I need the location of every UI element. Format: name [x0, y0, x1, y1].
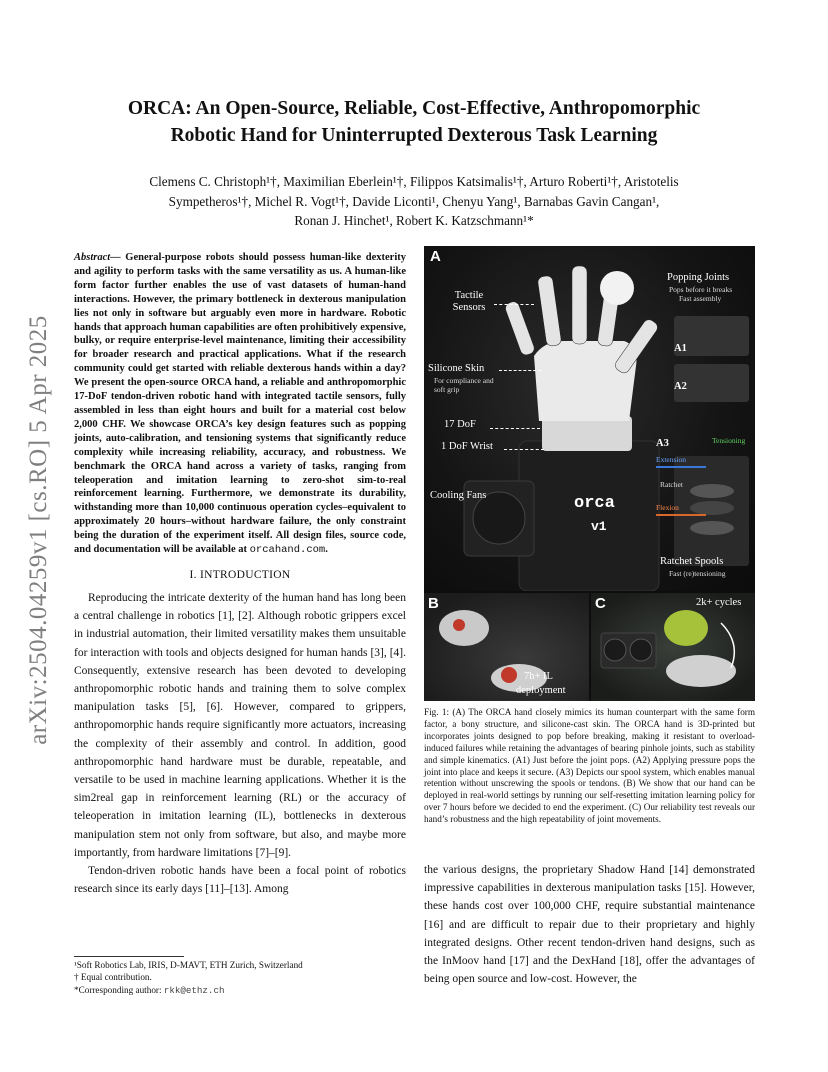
fan-left-icon	[604, 639, 626, 661]
label-popping-sub2: Fast assembly	[679, 294, 722, 303]
panel-c-label: C	[595, 595, 606, 612]
title-line-2: Robotic Hand for Uninterrupted Dexterous Task Learning	[170, 125, 658, 146]
label-popping-joints: Popping Joints	[667, 272, 730, 283]
label-silicone-sub: For compliance and soft grip	[434, 376, 494, 394]
spool-middle	[690, 501, 734, 515]
footnote-corresponding-label: *Corresponding author:	[74, 984, 164, 995]
figure-1	[424, 246, 755, 701]
arxiv-id: arXiv:2504.04259v1 [cs.RO] 5 Apr 2025	[25, 315, 52, 745]
intro-paragraph-2: Tendon-driven robotic hands have been a focal point of robotics research since its early days [11]–[13]. Among	[74, 864, 406, 896]
pinky-finger	[504, 300, 536, 356]
abstract-label: Abstract	[74, 252, 111, 263]
red-object-icon	[453, 619, 465, 631]
panel-a-label: A	[430, 248, 441, 265]
right-column-paragraph: the various designs, the proprietary Shadow Hand [14] demonstrated impressive capabilities in dexterous manipulation tasks [15]. However, these hands cost over 100,000 CHF, require substantial maintenance [16] and are difficult to repair due to their proprietary and highly integrated designs. Other recent tendon-driven hand designs, such as the InMoov hand [17] and the DexHand [18], offer the advantages of being open source and low-cost. However, the	[424, 864, 755, 986]
authors-line-3: Ronan J. Hinchet¹, Robert K. Katzschmann¹*	[294, 213, 534, 228]
extension-arrow	[656, 466, 706, 468]
hand-base-housing	[519, 441, 659, 591]
label-popping-sub1: Pops before it breaks	[669, 285, 733, 294]
paper-title	[60, 95, 768, 149]
label-ratchet: Ratchet	[660, 480, 683, 489]
right-column	[424, 861, 755, 988]
sphere-object	[600, 271, 634, 305]
spool-top	[690, 484, 734, 498]
leader-tactile	[494, 304, 534, 305]
figure-panel-c	[591, 593, 755, 701]
abstract-end: .	[325, 544, 328, 556]
leader-dof	[490, 428, 540, 429]
figure-1-caption: Fig. 1: (A) The ORCA hand closely mimics its human counterpart with the same form factor, a bony structure, and silicone-cast skin. The ORCA hand is 3D-printed but incorporates joints designed to pop before breaking, making it resistant to overload-induced failures while retaining the advantages of bearing pinhole joints, such as stability and simple kinematics. (A1) Just before the joint pops. (A2) Applying pressure pops the joint into place and keeps it secure. (A3) Depicts our spool system, which enables manual retention without unscrewing the spools or tendons. (B) We show that our hand can be deployed in real-world settings by running our self-resetting imitation learning policy for over 7 hours before we decided to end the experiment. (C) Our reliability test reveals our hand’s robustness and the high repeatability of joint movements.	[424, 707, 755, 825]
title-line-1: ORCA: An Open-Source, Reliable, Cost-Effective, Anthropomorphic	[127, 98, 701, 119]
leader-silicone	[499, 370, 541, 371]
hand-c	[666, 655, 736, 687]
leader-wrist	[504, 449, 544, 450]
green-plush-toy	[664, 610, 708, 646]
footnotes	[74, 956, 406, 997]
left-column	[74, 251, 406, 898]
author-list	[80, 172, 748, 231]
label-a2: A2	[674, 381, 687, 392]
label-tensioning: Tensioning	[712, 436, 746, 445]
label-wrist: 1 DoF Wrist	[441, 441, 493, 452]
authors-line-1: Clemens C. Christoph¹†, Maximilian Eberlein¹†, Filippos Katsimalis¹†, Arturo Roberti¹†, Aristotelis	[149, 174, 679, 189]
wrist-joint	[542, 416, 632, 451]
label-il-deployment: deployment	[516, 685, 566, 696]
spool-bottom	[690, 521, 734, 535]
orca-logo: orca	[574, 494, 615, 513]
label-flexion: Flexion	[656, 503, 679, 512]
panel-b-label: B	[428, 595, 439, 612]
panel-c-illustration	[591, 593, 755, 701]
intro-paragraph-1: Reproducing the intricate dexterity of the human hand has long been a central challenge in robotics [1], [2]. Although robotic grippers excel in industrial automation, their limited versatility makes them unsuitable for interaction with tools and objects designed for human hands [3], [4]. Consequently, extensive research has been devoted to developing anthropomorphic robotic hands and training them to solve complex manipulation tasks [5], [6]. However, compared to grippers, anthropomorphic hands require significantly more actuators, increasing the complexity of their assembly and control. In addition, good anthropomorphic hand hardware must be durable, repeatable, and versatile to be used in machine learning applications. Whether it is the sim2real gap in reinforcement learning (RL) or the accuracy of teleoperation in imitation learning (IL), bottlenecks in dexterous manipulation stem not only from software, but also, and maybe more importantly, from hardware limitations [7]–[9].	[74, 591, 406, 859]
corresponding-email[interactable]: rkk@ethz.ch	[163, 984, 225, 996]
arxiv-sidebar-stamp	[14, 290, 64, 770]
label-cooling-fans: Cooling Fans	[430, 490, 487, 501]
label-il-hours: 7h+ IL	[524, 671, 553, 682]
palm-shape	[534, 341, 637, 421]
footnote-corresponding	[74, 984, 406, 997]
abstract-text: — General-purpose robots should possess human-like dexterity and agility to perform tasks with the same versatility as us. A human-like form factor further enables the use of vast datasets of human-hand interactions. However, the primary bottleneck in dexterous manipulation lies not only in software but arguably even more in hardware. Robotic hands that approach human capabilities are often prohibitively expensive, bulky, or require enterprise-level maintenance, limiting their accessibility for broader research and practical applications. What if the research community could get started with reliable dexterous hands within a day? We present the open-source ORCA hand, a reliable and anthropomorphic 17-DoF tendon-driven robotic hand with integrated tactile sensors, fully assembled in less than eight hours and built for a material cost below 2,000 CHF. We showcase ORCA’s key design features such as popping joints, auto-calibration, and tensioning systems that significantly reduce complexity while increasing reliability, accuracy, and robustness. We benchmark the ORCA hand across a variety of tasks, ranging from teleoperation and imitation learning to zero-shot sim-to-real reinforcement learning. Furthermore, we demonstrate its durability, withstanding more than 10,000 continuous operation cycles–equivalent to approximately 20 hours–without hardware failure, the only constraint being the duration of the experiment itself. All design files, source code, and documentation will be available at	[74, 252, 406, 556]
fan-right-icon	[630, 639, 652, 661]
footnote-divider	[74, 956, 184, 957]
figure-panel-b	[424, 593, 589, 701]
ring-finger	[537, 275, 562, 346]
orca-version: v1	[591, 519, 607, 534]
flexion-arrow	[656, 514, 706, 516]
footnote-affiliation: ¹Soft Robotics Lab, IRIS, D-MAVT, ETH Zurich, Switzerland	[74, 960, 303, 970]
label-a3: A3	[656, 438, 669, 449]
red-cube-icon	[501, 667, 517, 683]
label-ratchet-spools: Ratchet Spools	[660, 556, 724, 567]
label-extension: Extension	[656, 455, 686, 464]
label-ratchet-sub: Fast (re)tensioning	[669, 569, 726, 578]
authors-line-2: Sympetheros¹†, Michel R. Vogt¹†, Davide Liconti¹, Chenyu Yang¹, Barnabas Gavin Cangan¹,	[168, 193, 660, 209]
label-tactile-sensors: Tactile Sensors	[452, 290, 486, 313]
abstract	[74, 251, 406, 558]
label-silicone-skin: Silicone Skin	[428, 363, 485, 374]
section-heading-introduction: I. INTRODUCTION	[189, 568, 291, 581]
footnote-equal-contribution: † Equal contribution.	[74, 972, 152, 983]
label-a1: A1	[674, 343, 687, 354]
label-cycles: 2k+ cycles	[696, 597, 742, 608]
label-17-dof: 17 DoF	[444, 419, 476, 430]
figure-panel-a	[424, 246, 755, 591]
project-url[interactable]: orcahand.com	[249, 544, 326, 557]
middle-finger	[572, 266, 587, 344]
